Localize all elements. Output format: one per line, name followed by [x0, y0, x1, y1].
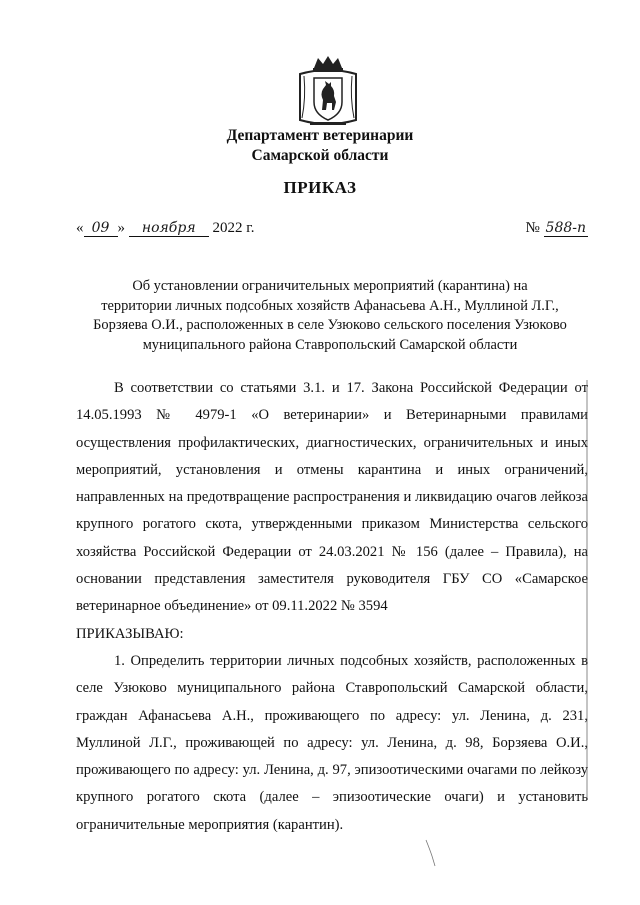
scan-edge-line: [586, 380, 588, 800]
body-paragraph-2: 1. Определить территории личных подсобных хозяйств, расположенных в селе Узюково муниципального района Ставропольский Самарской области, граждан Афанасьева А.Н., проживающего по адресу: ул. Ленина, д. 231, Муллиной Л.Г., проживающей по адресу: ул. Ленина, д. 98, Борзяева О.И., проживающего по адресу: ул. Ленина, д. 97, эпизоотическими очагами по лейкозу крупного рогатого скота (далее – эпизоотические очаги) и установить ограничительные мероприятия (карантин).: [76, 652, 588, 833]
document-body: [76, 375, 588, 839]
date-open-quote: «: [76, 220, 84, 236]
number-value: 588-п: [545, 220, 586, 236]
department-line-1: Департамент ветеринарии: [226, 127, 414, 144]
coat-of-arms-icon: [296, 54, 360, 130]
subject-line-1: Об установлении ограничительных мероприятий (карантина) на: [132, 278, 528, 294]
pen-mark-icon: [424, 838, 438, 868]
document-number: [525, 220, 588, 237]
subject-line-4: муниципального района Ставропольский Самарской области: [142, 336, 518, 353]
date-day: 09: [84, 220, 118, 237]
body-paragraph-1: В соответствии со статьями 3.1. и 17. Закона Российской Федерации от 14.05.1993 № 4979-1 «О ветеринарии» и Ветеринарными правилами осуществления профилактических, диагностических, ограничительных и иных мероприятий, установления и отмены карантина и иных ограничений, направленных на предотвращение распространения и ликвидацию очагов лейкоза крупного рогатого скота, утвержденными приказом Министерства сельского хозяйства Российской Федерации от 24.03.2021 № 156 (далее – Правила), на основании представления заместителя руководителя ГБУ СО «Самарское ветеринарное объединение» от 09.11.2022 № 3594: [76, 380, 588, 615]
date-number-row: [76, 216, 588, 242]
document-title: ПРИКАЗ: [283, 178, 357, 197]
date-month: ноября: [129, 220, 209, 237]
date-year: 2022 г.: [212, 220, 255, 236]
number-sign: №: [525, 220, 540, 236]
subject-line-2: территории личных подсобных хозяйств Афанасьева А.Н., Муллиной Л.Г.,: [101, 297, 559, 314]
date-close-quote: »: [117, 220, 125, 236]
document-subject: [70, 277, 590, 355]
subject-line-3: Борзяева О.И., расположенных в селе Узюково сельского поселения Узюково: [93, 317, 567, 333]
document-date: [76, 220, 254, 237]
department-line-2: Самарской области: [251, 147, 389, 164]
department-name: [0, 126, 640, 166]
order-word: ПРИКАЗЫВАЮ:: [76, 625, 184, 642]
